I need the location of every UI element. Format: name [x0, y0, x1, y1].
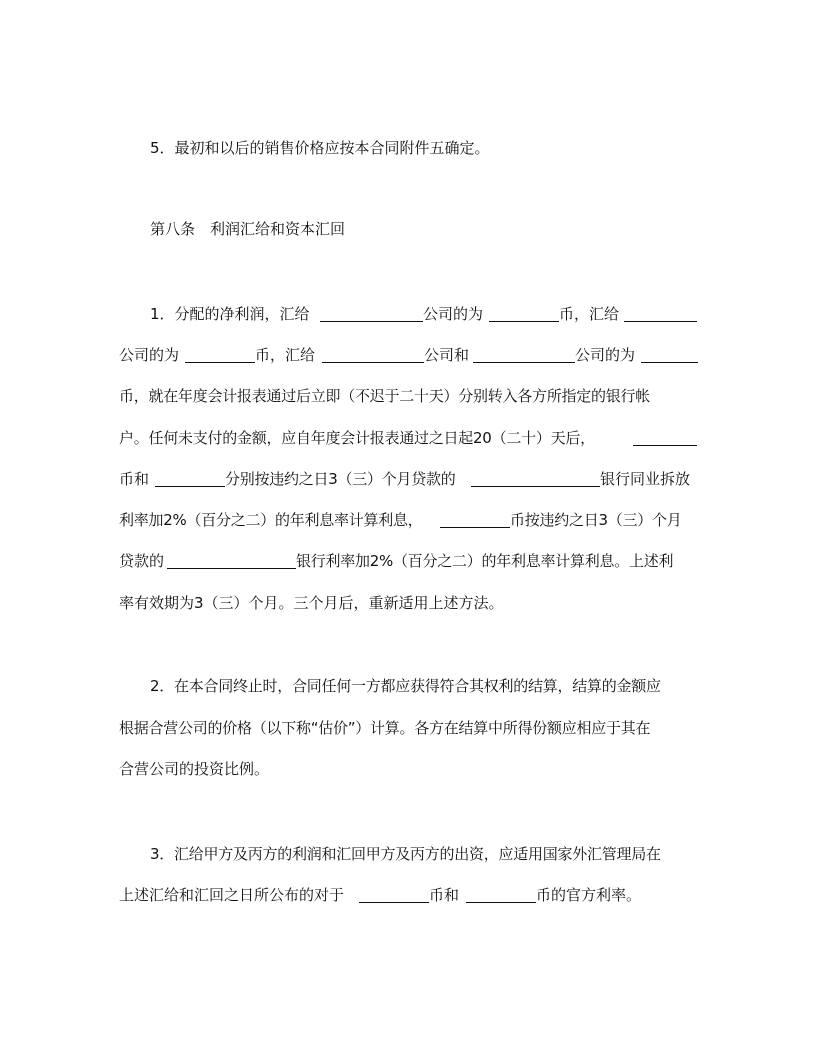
item-2-line-3: [0, 757, 816, 781]
text-segment: 贷款的: [119, 552, 165, 570]
item-1-line-1: [0, 302, 816, 326]
item-2-line-2: [0, 716, 816, 740]
fill-in-blank: [471, 486, 600, 487]
text-segment: 公司的为: [575, 346, 636, 364]
item-2-line-1: [0, 674, 816, 698]
text-segment: 1．分配的净利润，汇给: [150, 305, 310, 323]
item-1-line-7: [0, 549, 816, 573]
item-1-line-3: [0, 384, 816, 408]
text-segment: 币和: [429, 886, 460, 904]
item-1-line-6: [0, 508, 816, 532]
fill-in-blank: [322, 362, 424, 363]
item-1-line-8: [0, 591, 816, 615]
text-segment: 币，就在年度会计报表通过后立即（不迟于二十天）分别转入各方所指定的银行帐: [119, 387, 651, 405]
fill-in-blank: [185, 362, 255, 363]
text-segment: 合营公司的投资比例。: [119, 760, 270, 778]
text-segment: 币按违约之日3（三）个月: [510, 511, 682, 529]
section-heading: [0, 217, 816, 241]
item-1-line-5: [0, 467, 816, 491]
text-segment: 币和: [119, 470, 150, 488]
fill-in-blank: [167, 568, 296, 569]
text-segment: 银行利率加2%（百分之二）的年利息率计算利息。上述利: [296, 552, 674, 570]
text-segment: 2．在本合同终止时，合同任何一方都应获得符合其权利的结算，结算的金额应: [150, 677, 661, 695]
fill-in-blank: [624, 321, 697, 322]
text-segment: 利率加2%（百分之二）的年利息率计算利息，: [119, 511, 423, 529]
text-segment: 户。任何未支付的金额，应自年度会计报表通过之日起20（二十）天后，: [119, 429, 595, 447]
section-8-heading: 第八条 利润汇给和资本汇回: [150, 220, 346, 238]
fill-in-blank: [473, 362, 575, 363]
fill-in-blank: [633, 445, 697, 446]
item-3-line-2: [0, 883, 816, 907]
paragraph-item-5: [0, 136, 816, 160]
text-segment: 根据合营公司的价格（以下称“估价”）计算。各方在结算中所得份额应相应于其在: [119, 719, 651, 737]
fill-in-blank: [641, 362, 698, 363]
fill-in-blank: [440, 527, 510, 528]
text-segment: 币，汇给: [255, 346, 316, 364]
text-segment: 公司的为: [119, 346, 180, 364]
item-5-text: 5．最初和以后的销售价格应按本合同附件五确定。: [150, 139, 490, 157]
fill-in-blank: [466, 902, 536, 903]
fill-in-blank: [359, 902, 429, 903]
text-segment: 分别按违约之日3（三）个月贷款的: [225, 470, 456, 488]
fill-in-blank: [320, 321, 423, 322]
text-segment: 上述汇给和汇回之日所公布的对于: [119, 886, 345, 904]
text-segment: 币，汇给: [559, 305, 620, 323]
item-1-line-4: [0, 426, 816, 450]
text-segment: 公司和: [424, 346, 470, 364]
text-segment: 公司的为: [423, 305, 484, 323]
fill-in-blank: [155, 486, 225, 487]
text-segment: 3．汇给甲方及丙方的利润和汇回甲方及丙方的出资，应适用国家外汇管理局在: [150, 845, 661, 863]
item-3-line-1: [0, 842, 816, 866]
text-segment: 币的官方利率。: [536, 886, 642, 904]
text-segment: 银行同业拆放: [600, 470, 691, 488]
fill-in-blank: [489, 321, 559, 322]
text-segment: 率有效期为3（三）个月。三个月后，重新适用上述方法。: [119, 594, 504, 612]
item-1-line-2: [0, 343, 816, 367]
